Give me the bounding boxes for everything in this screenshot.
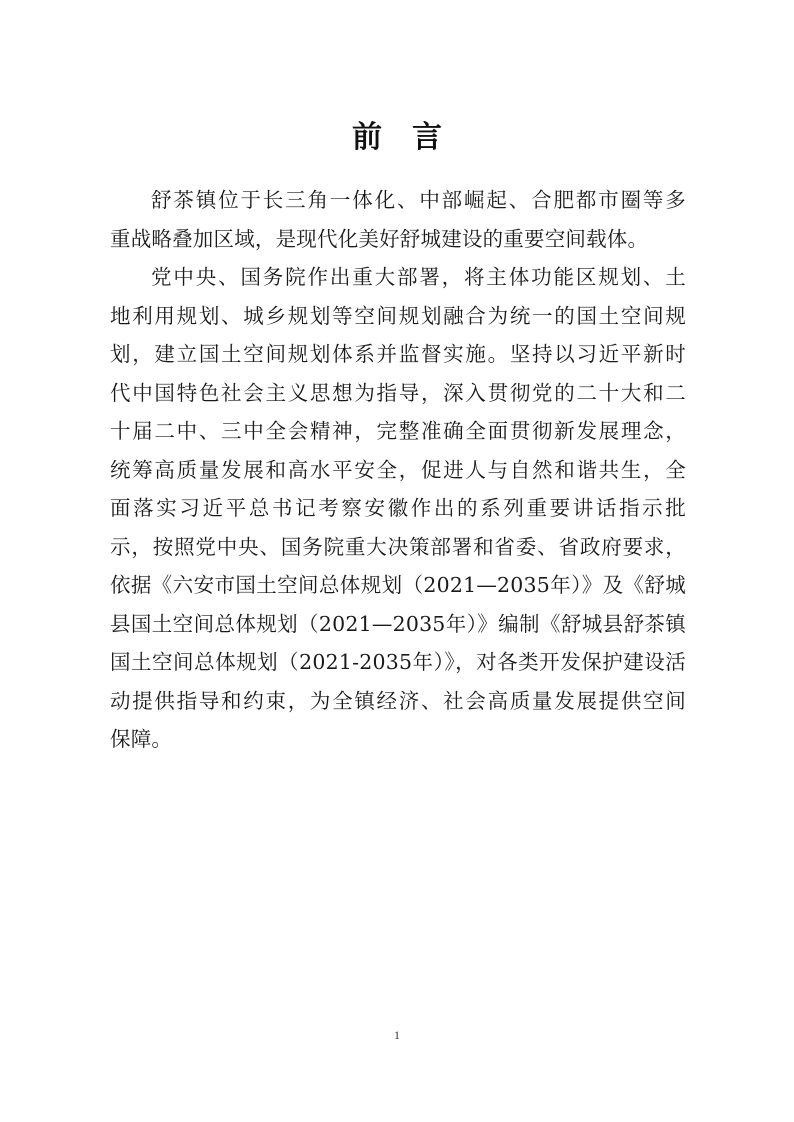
paragraph-2-line-10: 县国土空间总体规划（2021—2035年）》编制《舒城县舒茶镇 xyxy=(110,611,686,636)
paragraph-2-line-1: 党中央、国务院作出重大部署，将主体功能区规划、土 xyxy=(151,265,686,289)
paragraph-1-line-2: 重战略叠加区域，是现代化美好舒城建设的重要空间载体。 xyxy=(110,226,649,251)
paragraph-2-line-11: 国土空间总体规划（2021-2035年）》，对各类开发保护建设活 xyxy=(110,650,686,674)
paragraph-1-line-1: 舒茶镇位于长三角一体化、中部崛起、合肥都市圈等多 xyxy=(151,188,686,212)
paragraph-2-line-3: 划，建立国土空间规划体系并监督实施。坚持以习近平新时 xyxy=(110,342,686,366)
page-title: 前言 xyxy=(352,120,472,155)
paragraph-2-line-6: 统筹高质量发展和高水平安全，促进人与自然和谐共生，全 xyxy=(110,457,686,482)
paragraph-2-line-8: 示，按照党中央、国务院重大决策部署和省委、省政府要求， xyxy=(110,534,686,559)
paragraph-2-line-13: 保障。 xyxy=(110,727,173,751)
page-number: 1 xyxy=(394,1028,400,1042)
paragraph-2-line-4: 代中国特色社会主义思想为指导，深入贯彻党的二十大和二 xyxy=(110,380,686,405)
paragraph-2-line-5: 十届二中、三中全会精神，完整准确全面贯彻新发展理念， xyxy=(110,419,686,443)
paragraph-2-line-7: 面落实习近平总书记考察安徽作出的系列重要讲话指示批 xyxy=(110,496,686,520)
paragraph-2-line-9: 依据《六安市国土空间总体规划（2021—2035年）》及《舒城 xyxy=(110,573,686,597)
paragraph-2-line-2: 地利用规划、城乡规划等空间规划融合为统一的国土空间规 xyxy=(110,303,686,328)
body-text xyxy=(110,181,686,759)
paragraph-2-line-12: 动提供指导和约束，为全镇经济、社会高质量发展提供空间 xyxy=(110,688,686,713)
